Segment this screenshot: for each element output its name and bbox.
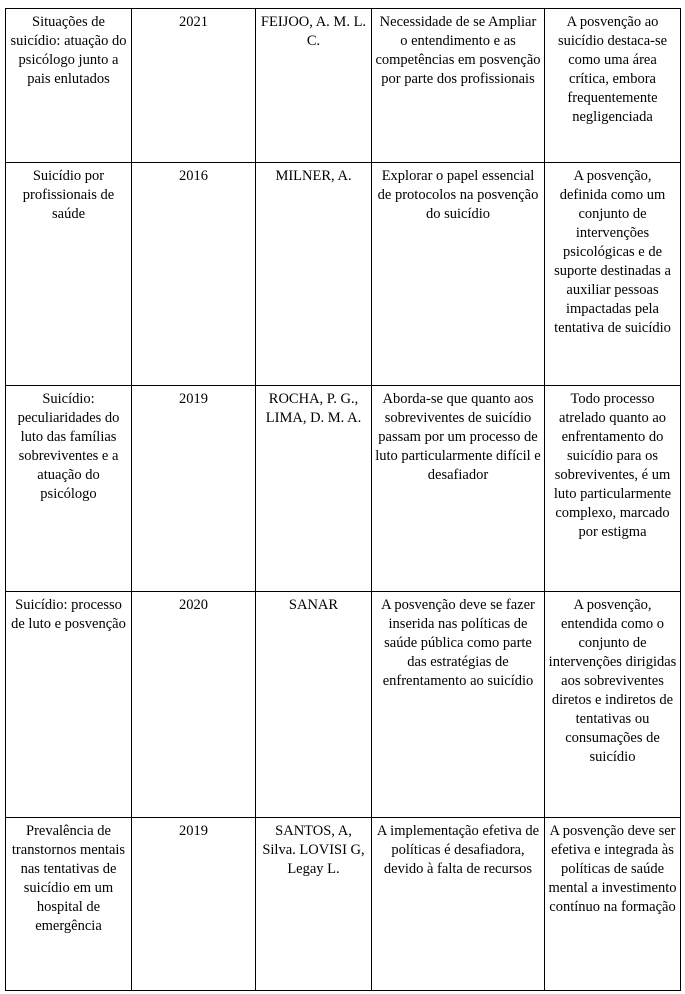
title-cell: Prevalência de transtornos mentais nas tentativas de suicídio em um hospital de emergência — [6, 818, 132, 991]
year-cell: 2019 — [132, 386, 256, 592]
objective-cell: A implementação efetiva de políticas é desafiadora, devido à falta de recursos — [372, 818, 545, 991]
year-cell: 2016 — [132, 163, 256, 386]
table-row — [6, 818, 681, 991]
year-cell: 2019 — [132, 818, 256, 991]
author-cell: MILNER, A. — [256, 163, 372, 386]
result-cell: A posvenção, definida como um conjunto de intervenções psicológicas e de suporte destinadas a auxiliar pessoas impactadas pela tentativa de suicídio — [545, 163, 681, 386]
table-row — [6, 386, 681, 592]
table-row — [6, 592, 681, 818]
objective-cell: Explorar o papel essencial de protocolos na posvenção do suicídio — [372, 163, 545, 386]
result-cell: Todo processo atrelado quanto ao enfrentamento do suicídio para os sobreviventes, é um luto particularmente complexo, marcado por estigma — [545, 386, 681, 592]
author-cell: ROCHA, P. G., LIMA, D. M. A. — [256, 386, 372, 592]
year-cell: 2021 — [132, 9, 256, 163]
author-cell: SANTOS, A, Silva. LOVISI G, Legay L. — [256, 818, 372, 991]
result-cell: A posvenção ao suicídio destaca-se como uma área crítica, embora frequentemente negligenciada — [545, 9, 681, 163]
literature-review-table — [5, 8, 681, 991]
objective-cell: Necessidade de se Ampliar o entendimento e as competências em posvenção por parte dos profissionais — [372, 9, 545, 163]
objective-cell: Aborda-se que quanto aos sobreviventes de suicídio passam por um processo de luto particularmente difícil e desafiador — [372, 386, 545, 592]
year-cell: 2020 — [132, 592, 256, 818]
title-cell: Suicídio por profissionais de saúde — [6, 163, 132, 386]
table-row — [6, 163, 681, 386]
result-cell: A posvenção deve ser efetiva e integrada às políticas de saúde mental a investimento contínuo na formação — [545, 818, 681, 991]
author-cell: SANAR — [256, 592, 372, 818]
title-cell: Situações de suicídio: atuação do psicólogo junto a pais enlutados — [6, 9, 132, 163]
title-cell: Suicídio: processo de luto e posvenção — [6, 592, 132, 818]
result-cell: A posvenção, entendida como o conjunto de intervenções dirigidas aos sobreviventes diretos e indiretos de tentativas ou consumações de suicídio — [545, 592, 681, 818]
author-cell: FEIJOO, A. M. L. C. — [256, 9, 372, 163]
title-cell: Suicídio: peculiaridades do luto das famílias sobreviventes e a atuação do psicólogo — [6, 386, 132, 592]
objective-cell: A posvenção deve se fazer inserida nas políticas de saúde pública como parte das estratégias de enfrentamento ao suicídio — [372, 592, 545, 818]
table-row — [6, 9, 681, 163]
